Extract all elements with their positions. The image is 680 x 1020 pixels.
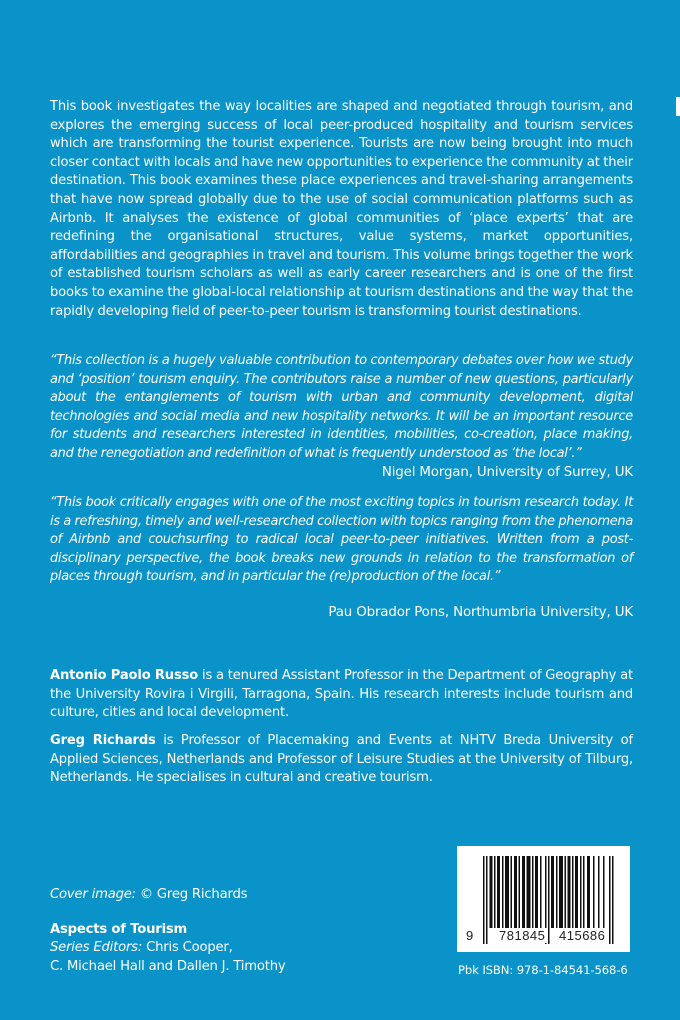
barcode-digits-right: 415686 — [559, 928, 606, 943]
author-name: Antonio Paolo Russo — [50, 668, 199, 683]
barcode-digits-left: 781845 — [499, 928, 546, 943]
endorsement-quote: “This collection is a hugely valuable contribution to contemporary debates over how we study and ‘position’ tourism enquiry. The contributors raise a number of new questions, particularly about the entanglements of tourism with urban and community development, digital technologies and social media and new hospitality networks. It will be an important resource for students and researchers interested in identities, mobilities, co-creation, place making, and the renegotiation and redefinition of what is frequently understood as ‘the local’.” — [50, 353, 633, 461]
series-editors-cont: C. Michael Hall and Dallen J. Timothy — [50, 958, 286, 974]
author-bio-text: is Professor of Placemaking and Events at NHTV Breda University of Applied Sciences, Netherlands and Professor of Leisure Studies at the University of Tilburg, Netherlands. He specialises in cultural and creative tourism. — [50, 733, 633, 786]
author-bio-richards — [50, 732, 633, 788]
endorsement-quote: “This book critically engages with one of the most exciting topics in tourism research today. It is a refreshing, timely and well-researched collection with topics ranging from the phenomena of Airbnb and couchsurfing to radical local peer-to-peer initiatives. Written from a post-disciplinary perspective, the book breaks new grounds in relation to the transformation of places through tourism, and in particular the (re)production of the local.” — [50, 495, 633, 585]
barcode — [457, 846, 630, 952]
isbn-label: Pbk ISBN: 978-1-84541-568-6 — [458, 963, 628, 977]
barcode-digits — [457, 928, 630, 948]
series-editors: Series Editors: Chris Cooper, — [50, 940, 233, 956]
book-description: This book investigates the way localities are shaped and negotiated through tourism, and explores the emerging success of local peer-produced hospitality and tourism services which are transforming the tourist experience. Tourists are now being brought into much closer contact with locals and have new opportunities to experience the community at their destination. This book examines these place experiences and travel-sharing arrangements that have now spread globally due to the use of social communication platforms such as Airbnb. It analyses the existence of global communities of ‘place experts’ that are redefining the organisational structures, value systems, market opportunities, affordabilities and geographies in travel and tourism. This volume brings together the work of established tourism scholars as well as early career researchers and is one of the first books to examine the global-local relationship at tourism destinations and the way that the rapidly developing field of peer-to-peer tourism is transforming tourist destinations. — [50, 99, 633, 319]
endorsement-attribution: Nigel Morgan, University of Surrey, UK — [381, 465, 633, 480]
author-bio-russo — [50, 667, 633, 723]
barcode-digit-first: 9 — [466, 928, 474, 943]
cover-image-credit: Cover image: © Greg Richards — [50, 887, 248, 902]
series-title: Aspects of Tourism — [50, 921, 188, 937]
credits-block — [50, 886, 350, 976]
spine-edge-mark — [676, 97, 680, 116]
author-bio-text: is a tenured Assistant Professor in the Department of Geography at the University Rovira i Virgili, Tarragona, Spain. His research interests include tourism and culture, cities and local development. — [50, 668, 633, 721]
endorsement-attribution: Pau Obrador Pons, Northumbria University, UK — [328, 605, 633, 620]
author-name: Greg Richards — [50, 733, 156, 748]
